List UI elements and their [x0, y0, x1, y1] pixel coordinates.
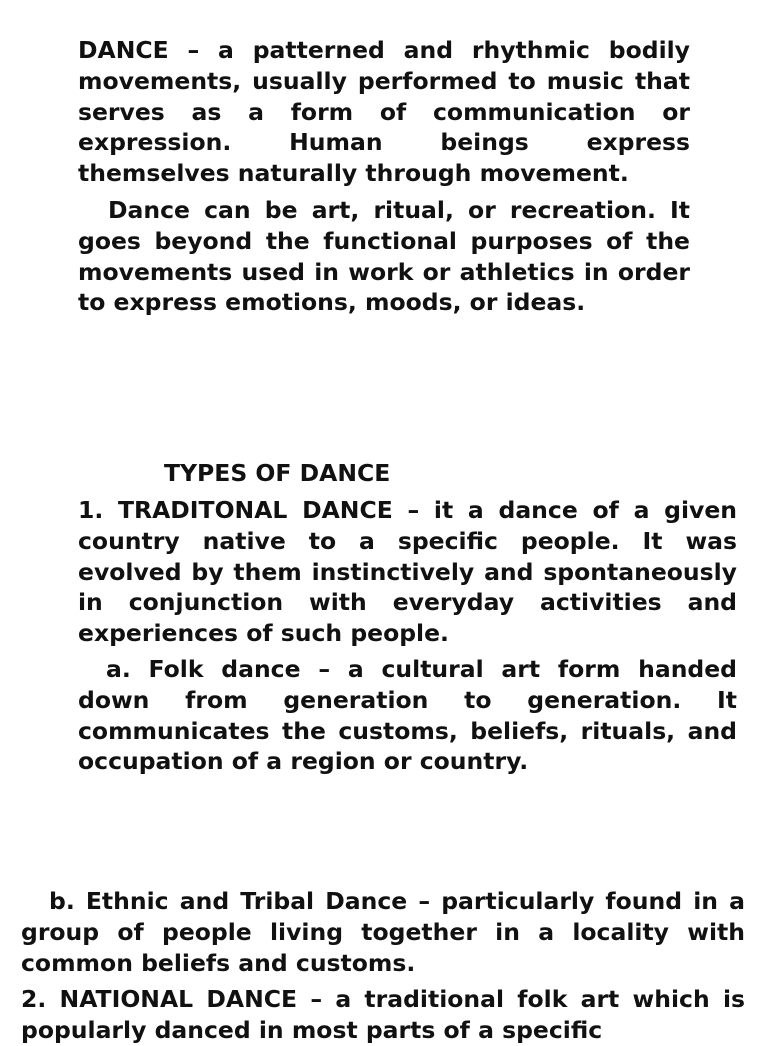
folk-dance-paragraph — [78, 654, 737, 777]
dance-purpose-paragraph: Dance can be art, ritual, or recreation. It goes beyond the functional purposes of the movements used in work or athletics in order to express emotions, moods, or ideas. — [78, 196, 690, 317]
traditional-dance-text: – it a dance of a given country native to a specific people. It was evolved by them instinctively and spontaneously in conjunction with everyday activities and experiences of such people. — [78, 496, 737, 648]
national-dance-label: 2. NATIONAL DANCE — [21, 985, 298, 1013]
ethnic-tribal-dance-paragraph — [21, 886, 745, 978]
dance-definition-text: – a patterned and rhythmic bodily movements, usually performed to music that serves as a form of communication or expression. Human beings express themselves naturally through movement. — [78, 36, 690, 188]
national-dance-text: – a traditional folk art which is popularly danced in most parts of a specific — [21, 985, 745, 1044]
dance-term: DANCE — [78, 36, 169, 64]
traditional-dance-label: 1. TRADITONAL DANCE — [78, 496, 393, 524]
ethnic-tribal-dance-text: – particularly found in a group of people living together in a locality with common beliefs and customs. — [21, 887, 745, 977]
traditional-dance-paragraph — [78, 495, 737, 649]
folk-dance-text: – a cultural art form handed down from generation to generation. It communicates the customs, beliefs, rituals, and occupation of a region or country. — [78, 655, 738, 776]
dance-definition-paragraph — [78, 35, 690, 189]
national-dance-paragraph — [21, 984, 745, 1046]
folk-dance-label: a. Folk dance — [106, 655, 301, 683]
ethnic-tribal-dance-label: b. Ethnic and Tribal Dance — [49, 887, 408, 915]
types-of-dance-heading: TYPES OF DANCE — [164, 459, 391, 487]
